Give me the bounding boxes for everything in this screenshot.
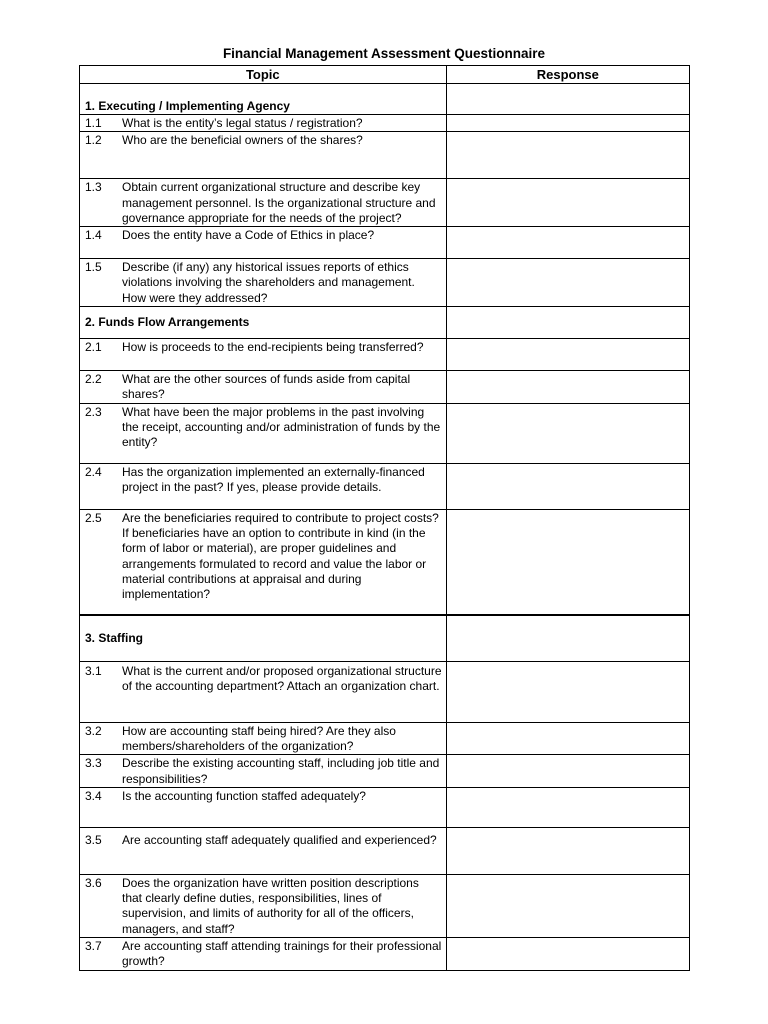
question-number: 1.3 (85, 180, 102, 195)
response-cell[interactable] (446, 132, 689, 179)
section-heading: 3. Staffing (85, 630, 144, 645)
topic-header: Topic (80, 66, 447, 84)
section-row (80, 307, 690, 339)
response-cell[interactable] (446, 115, 689, 132)
response-cell[interactable] (446, 307, 689, 339)
question-number: 3.7 (85, 939, 102, 954)
question-text: How is proceeds to the end-recipients being transferred? (122, 340, 424, 355)
response-cell[interactable] (446, 179, 689, 227)
table-row (80, 259, 690, 307)
section-heading: 1. Executing / Implementing Agency (85, 98, 290, 113)
question-text: What is the entity’s legal status / registration? (122, 116, 363, 130)
question-text: How are accounting staff being hired? Are they also members/shareholders of the organization? (122, 723, 396, 753)
table-row (80, 403, 690, 463)
question-number: 1.1 (85, 116, 102, 130)
question-number: 3.2 (85, 723, 102, 738)
response-cell[interactable] (446, 84, 689, 115)
question-text: Describe the existing accounting staff, including job title and responsibilities? (122, 756, 440, 786)
table-row (80, 463, 690, 509)
table-row (80, 132, 690, 179)
table-row (80, 722, 690, 755)
question-number: 2.4 (85, 464, 102, 479)
document-title: Financial Management Assessment Questionnaire (222, 46, 546, 61)
question-text: Who are the beneficial owners of the shares? (122, 133, 363, 148)
table-row (80, 661, 690, 722)
question-number: 2.2 (85, 372, 102, 387)
table-row (80, 938, 690, 971)
table-row (80, 755, 690, 788)
response-cell[interactable] (446, 463, 689, 509)
question-text: Is the accounting function staffed adequately? (122, 788, 366, 803)
response-cell[interactable] (446, 227, 689, 259)
question-number: 3.1 (85, 663, 102, 678)
response-cell[interactable] (446, 827, 689, 874)
question-text: What have been the major problems in the past involving the receipt, accounting and/or administration of funds by the entity? (122, 404, 441, 450)
question-number: 3.5 (85, 832, 102, 847)
question-number: 2.1 (85, 340, 102, 355)
table-row (80, 115, 690, 132)
table-row (80, 371, 690, 404)
response-cell[interactable] (446, 615, 689, 661)
response-cell[interactable] (446, 259, 689, 307)
question-number: 1.4 (85, 228, 102, 243)
question-text: Are the beneficiaries required to contribute to project costs? If beneficiaries have an option to contribute in kind (in the form of labor or material), are proper guidelines and arrangements formulated to record and value the labor or material contributions at appraisal and during implementation? (122, 510, 439, 602)
response-cell[interactable] (446, 874, 689, 937)
question-number: 2.3 (85, 404, 102, 419)
section-row (80, 84, 690, 115)
question-text: What is the current and/or proposed organizational structure of the accounting department? Attach an organization chart. (122, 663, 442, 693)
table-row (80, 874, 690, 937)
response-cell[interactable] (446, 371, 689, 404)
table-row (80, 827, 690, 874)
table-row (80, 787, 690, 827)
table-row (80, 339, 690, 371)
header-row (80, 66, 690, 84)
response-header: Response (446, 66, 689, 84)
response-cell[interactable] (446, 755, 689, 788)
response-cell[interactable] (446, 509, 689, 615)
section-row (80, 615, 690, 661)
response-cell[interactable] (446, 938, 689, 971)
question-text: Obtain current organizational structure and describe key management personnel. Is the organizational structure and governance appropriate for the needs of the project? (122, 180, 436, 225)
section-heading: 2. Funds Flow Arrangements (85, 314, 250, 329)
response-cell[interactable] (446, 403, 689, 463)
question-number: 3.4 (85, 788, 102, 803)
response-cell[interactable] (446, 661, 689, 722)
question-number: 1.2 (85, 133, 102, 148)
question-text: Has the organization implemented an externally-financed project in the past? If yes, please provide details. (122, 464, 425, 494)
question-number: 3.6 (85, 875, 102, 890)
questionnaire-table (79, 65, 690, 971)
table-row (80, 509, 690, 615)
response-cell[interactable] (446, 722, 689, 755)
question-number: 3.3 (85, 756, 102, 771)
table-row (80, 179, 690, 227)
response-cell[interactable] (446, 787, 689, 827)
question-text: Are accounting staff attending trainings for their professional growth? (122, 939, 442, 969)
table-row (80, 227, 690, 259)
question-text: Describe (if any) any historical issues reports of ethics violations involving the shareholders and management. How were they addressed? (122, 260, 415, 305)
response-cell[interactable] (446, 339, 689, 371)
question-text: Are accounting staff adequately qualified and experienced? (122, 832, 437, 847)
question-text: Does the organization have written position descriptions that clearly define duties, responsibilities, lines of supervision, and limits of authority for all of the officers, managers, and staff? (122, 875, 419, 936)
question-text: Does the entity have a Code of Ethics in place? (122, 228, 375, 243)
question-number: 1.5 (85, 260, 102, 275)
question-number: 2.5 (85, 510, 102, 525)
question-text: What are the other sources of funds aside from capital shares? (122, 372, 411, 402)
